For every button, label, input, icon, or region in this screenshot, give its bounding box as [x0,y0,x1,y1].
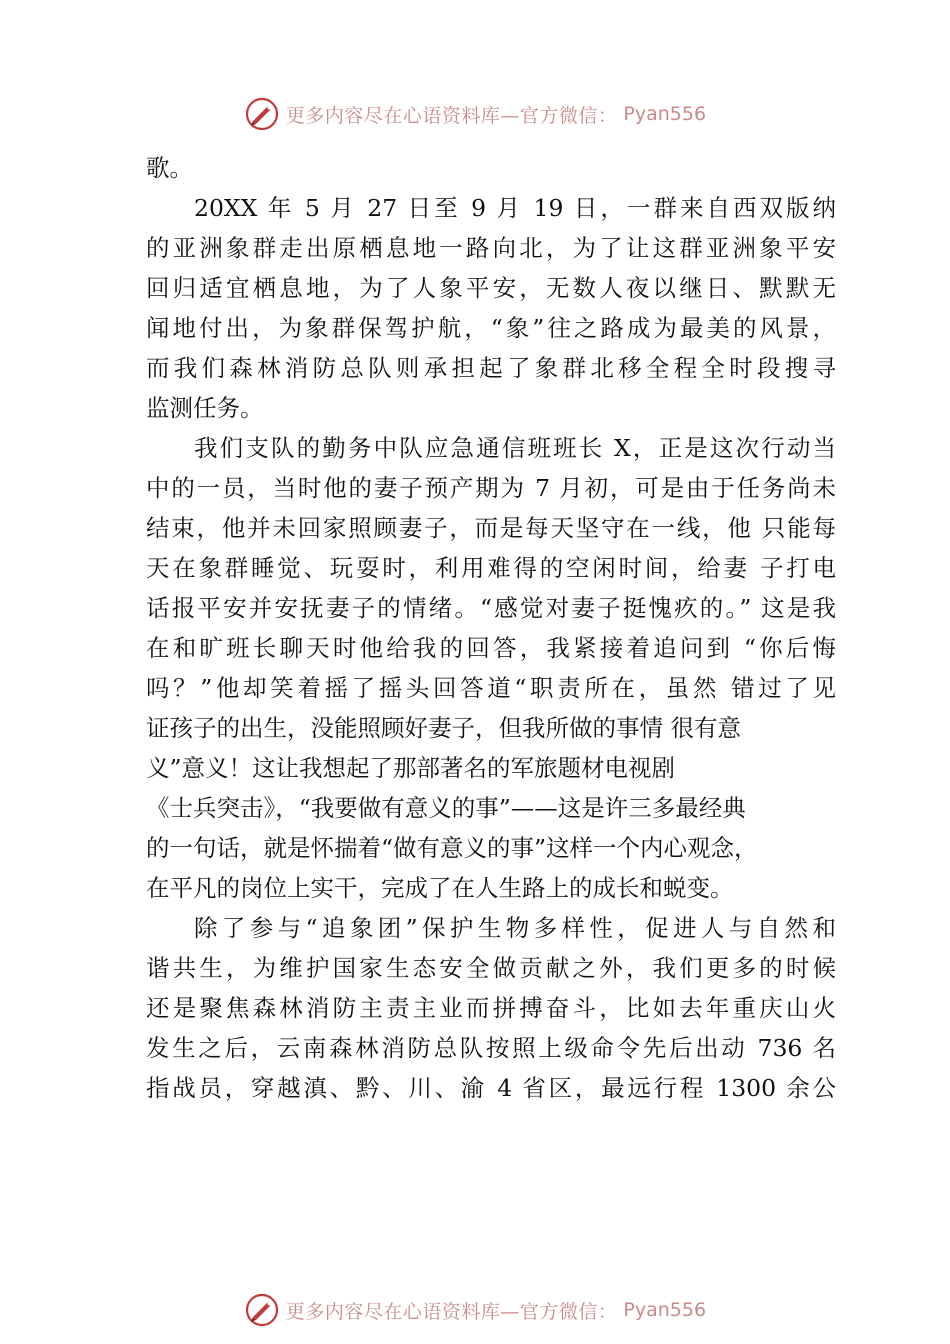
text-line: 天在象群睡觉、玩耍时，利用难得的空闲时间，给妻 子打电 [146,554,836,582]
watermark-text: 更多内容尽在心语资料库—官方微信： [285,1300,618,1323]
text-line: 闻地付出，为象群保驾护航，“象”往之路成为最美的风景， [146,314,836,342]
text-line: 话报平安并安抚妻子的情绪。“感觉对妻子挺愧疚的。” 这是我 [146,594,836,622]
text-line: 指战员，穿越滇、黔、川、渝 4 省区，最远行程 1300 余公 [146,1074,836,1102]
paragraph-first-line: 我们支队的勤务中队应急通信班班长 X，正是这次行动当 [194,434,836,462]
text-line: 的亚洲象群走出原栖息地一路向北，为了让这群亚洲象平安 [146,234,836,262]
text-line: 监测任务。 [146,394,264,422]
watermark-wechat-id: Pyan556 [623,103,707,125]
text-line: 在和旷班长聊天时他给我的回答，我紧接着追问到 “你后悔 [146,634,836,662]
document-body [146,148,836,1108]
text-line: 在平凡的岗位上实干，完成了在人生路上的成长和蜕变。 [146,874,734,902]
text-line: 的一句话，就是怀揣着“做有意义的事”这样一个内心观念， [146,834,758,862]
paragraph-first-line: 除了参与“追象团”保护生物多样性，促进人与自然和 [194,914,836,942]
text-line: 谐共生，为维护国家生态安全做贡献之外，我们更多的时候 [146,954,836,982]
text-line: 回归适宜栖息地，为了人象平安，无数人夜以继日、默默无 [146,274,836,302]
text-line: 结束，他并未回家照顾妻子，而是每天坚守在一线，他 只能每 [146,514,836,542]
pen-logo-icon [244,96,280,132]
text-line: 歌。 [146,154,193,182]
text-line: 而我们森林消防总队则承担起了象群北移全程全时段搜寻 [146,354,836,382]
text-line: 证孩子的出生，没能照顾好妻子，但我所做的事情 很有意 [146,714,741,742]
text-line: 义”意义！这让我想起了那部著名的军旅题材电视剧 [146,754,676,782]
text-line: 《士兵突击》，“我要做有意义的事”——这是许三多最经典 [146,794,746,822]
text-line: 吗？”他却笑着摇了摇头回答道“职责所在，虽然 错过了见 [146,674,836,702]
text-line: 中的一员，当时他的妻子预产期为 7 月初，可是由于任务尚未 [146,474,836,502]
paragraph-first-line: 20XX 年 5 月 27 日至 9 月 19 日，一群来自西双版纳 [194,194,836,222]
watermark-text: 更多内容尽在心语资料库—官方微信： [285,104,618,127]
footer-watermark [0,1290,950,1330]
watermark-wechat-id: Pyan556 [623,1299,707,1321]
header-watermark [0,94,950,134]
text-line: 发生之后，云南森林消防总队按照上级命令先后出动 736 名 [146,1034,836,1062]
text-line: 还是聚焦森林消防主责主业而拼搏奋斗，比如去年重庆山火 [146,994,836,1022]
pen-logo-icon [244,1292,280,1328]
